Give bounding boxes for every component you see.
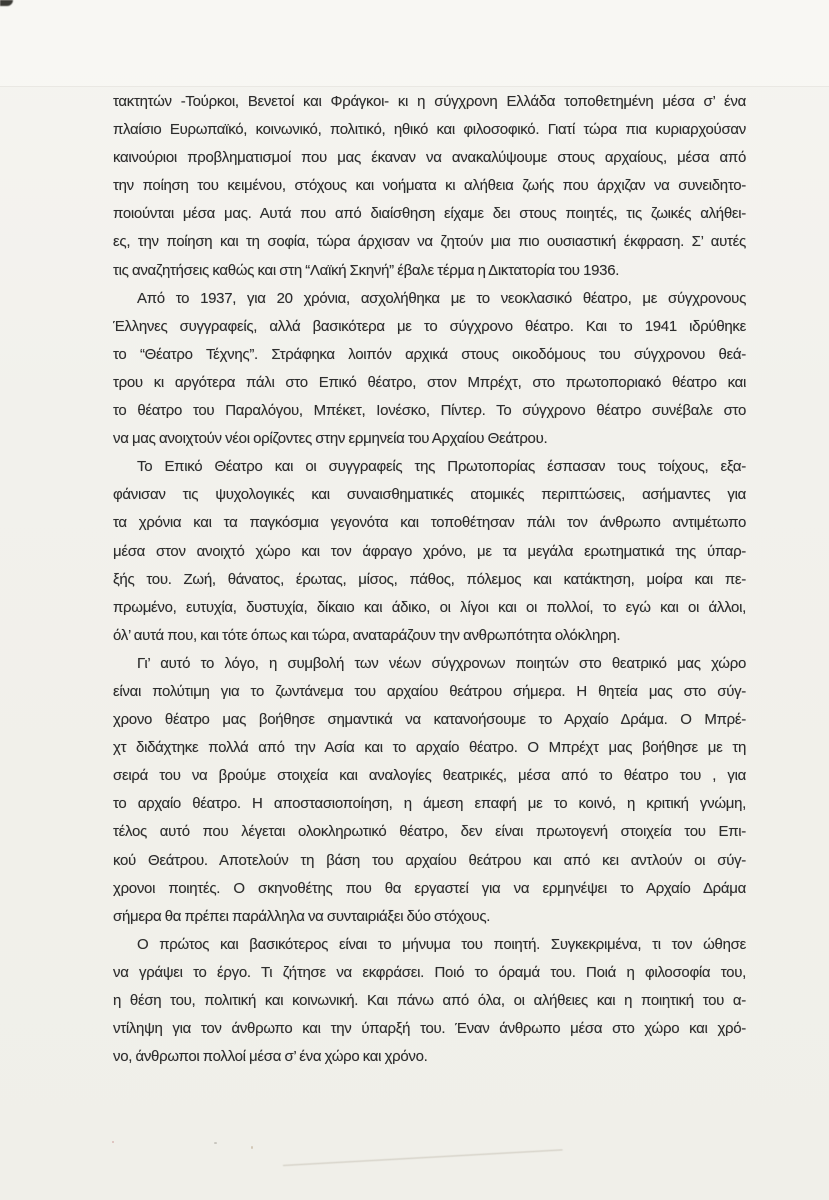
text-line: τακτητών -Τούρκοι, Βενετοί και Φράγκοι- κι η σύγχρονη Ελλάδα τοποθετημένη μέσα σ’ ένα	[113, 93, 746, 110]
paragraph	[113, 931, 746, 1071]
text-line: πρωμένο, ευτυχία, δυστυχία, δίκαιο και άδικο, οι λίγοι και οι πολλοί, το εγώ και οι άλλοι,	[113, 598, 746, 616]
text-line: τρου κι αργότερα πάλι στο Επικό θέατρο, στον Μπρέχτ, στο πρωτοποριακό θέατρο και	[113, 373, 746, 391]
text-line: να μας ανοιχτούν νέοι ορίζοντες στην ερμηνεία του Αρχαίου Θεάτρου.	[113, 430, 548, 448]
text-line: όλ’ αυτά που, και τότε όπως και τώρα, αναταράζουν την ανθρωπότητα ολόκληρη.	[113, 626, 621, 644]
text-line: την ποίηση του κειμένου, στόχους και νοήματα κι αλήθεια ζωής που άρχιζαν να συνειδητο-	[113, 177, 746, 195]
text-line: μέσα στον ανοιχτό χώρο και τον άφραγο χρόνο, με τα μεγάλα ερωτηματικά της ύπαρ-	[113, 542, 746, 560]
text-line: ξής του. Ζωή, θάνατος, έρωτας, μίσος, πάθος, πόλεμος και κατάκτηση, μοίρα και πε-	[113, 570, 746, 588]
text-line: χρονοι ποιητές. Ο σκηνοθέτης που θα εργαστεί για να ερμηνέψει το Αρχαίο Δράμα	[113, 879, 746, 897]
text-line: ποιούνται μέσα μας. Αυτά που από διαίσθηση είχαμε δει στους ποιητές, τις ζωικές αλήθει-	[113, 205, 746, 223]
text-line: τέλος αυτό που λέγεται ολοκληρωτικό θέατρο, δεν είναι πρωτογενή στοιχεία του Επι-	[113, 823, 746, 841]
scan-speck	[251, 1146, 253, 1149]
text-line: σήμερα θα πρέπει παράλληλα να συνταιριάξει δύο στόχους.	[113, 907, 491, 925]
text-line: είναι πολύτιμη για το ζωντάνεμα του αρχαίου θεάτρου σήμερα. Η θητεία μας στο σύγ-	[113, 682, 746, 700]
text-line: Από το 1937, για 20 χρόνια, ασχολήθηκα με το νεοκλασικό θέατρο, με σύγχρονους	[137, 289, 746, 307]
paragraph	[113, 88, 746, 285]
text-line: καινούριοι προβληματισμοί που μας έκαναν να ανακαλύψουμε στους αρχαίους, μέσα από	[113, 149, 746, 167]
text-line: Έλληνες συγγραφείς, αλλά βασικότερα με το σύγχρονο θέατρο. Και το 1941 ιδρύθηκε	[113, 317, 746, 335]
text-line: το αρχαίο θέατρο. Η αποστασιοποίηση, η άμεση επαφή με το κοινό, η κριτική γνώμη,	[113, 795, 746, 813]
text-line: ντίληψη για τον άνθρωπο και την ύπαρξή του. Έναν άνθρωπο μέσα στο χώρο και χρό-	[113, 1020, 746, 1038]
text-line: Το Επικό Θέατρο και οι συγγραφείς της Πρωτοπορίας έσπασαν τους τοίχους, εξα-	[137, 458, 746, 476]
text-line: Γι’ αυτό το λόγο, η συμβολή των νέων σύγχρονων ποιητών στο θεατρικό μας χώρο	[137, 654, 746, 672]
text-line: νο, άνθρωποι πολλοί μέσα σ’ ένα χώρο και χρόνο.	[113, 1048, 428, 1066]
scan-speck	[214, 1142, 217, 1144]
text-line: το θέατρο του Παραλόγου, Μπέκετ, Ιονέσκο, Πίντερ. Το σύγχρονο θέατρο συνέβαλε στο	[113, 402, 746, 420]
page-text	[113, 88, 746, 1071]
text-line: τις αναζητήσεις καθώς και στη “Λαϊκή Σκηνή” έβαλε τέρμα η Δικτατορία του 1936.	[113, 261, 620, 279]
text-line: κού Θεάτρου. Αποτελούν τη βάση του αρχαίου θεάτρου και από κει αντλούν οι σύγ-	[113, 851, 746, 869]
text-line: Ο πρώτος και βασικότερος είναι το μήνυμα του ποιητή. Συγκεκριμένα, τι τον ώθησε	[137, 935, 746, 953]
text-line: τα χρόνια και τα παγκόσμια γεγονότα και τοποθέτησαν πάλι τον άνθρωπο αντιμέτωπο	[113, 514, 746, 532]
scan-tonal-band	[0, 0, 829, 87]
scan-speck	[112, 1141, 114, 1143]
text-line: σειρά του να βρούμε στοιχεία και αναλογίες θεατρικές, μέσα από το θέατρο του , για	[113, 767, 746, 785]
text-line: το “Θέατρο Τέχνης”. Στράφηκα λοιπόν αρχικά στους οικοδόμους του σύγχρονου θεά-	[113, 345, 746, 363]
text-line: φάνισαν τις ψυχολογικές και συναισθηματικές ατομικές περιπτώσεις, ασήμαντες για	[113, 486, 746, 504]
text-line: πλαίσιο Ευρωπαϊκό, κοινωνικό, πολιτικό, ηθικό και φιλοσοφικό. Γιατί τώρα πια κυριαρχούσαν	[113, 121, 746, 139]
text-line: η θέση του, πολιτική και κοινωνική. Και πάνω από όλα, οι αλήθειες και η ποιητική του α-	[113, 992, 746, 1009]
paragraph	[113, 650, 746, 931]
scan-artifact-scratch	[283, 1149, 563, 1166]
text-line: χρονο θέατρο μας βοήθησε σημαντικά να κατανοήσουμε το Αρχαίο Δράμα. Ο Μπρέ-	[113, 711, 746, 729]
text-line: ες, την ποίηση και τη σοφία, τώρα άρχισαν να ζητούν μια πιο ουσιαστική έκφραση. Σ’ αυτές	[113, 233, 746, 251]
text-line: χτ διδάχτηκε πολλά από την Ασία και το αρχαίο θέατρο. Ο Μπρέχτ μας βοήθησε με τη	[113, 739, 746, 757]
paragraph	[113, 285, 746, 454]
paragraph	[113, 453, 746, 650]
text-line: να γράψει το έργο. Τι ζήτησε να εκφράσει. Ποιό το όραμά του. Ποιά η φιλοσοφία του,	[113, 963, 746, 981]
